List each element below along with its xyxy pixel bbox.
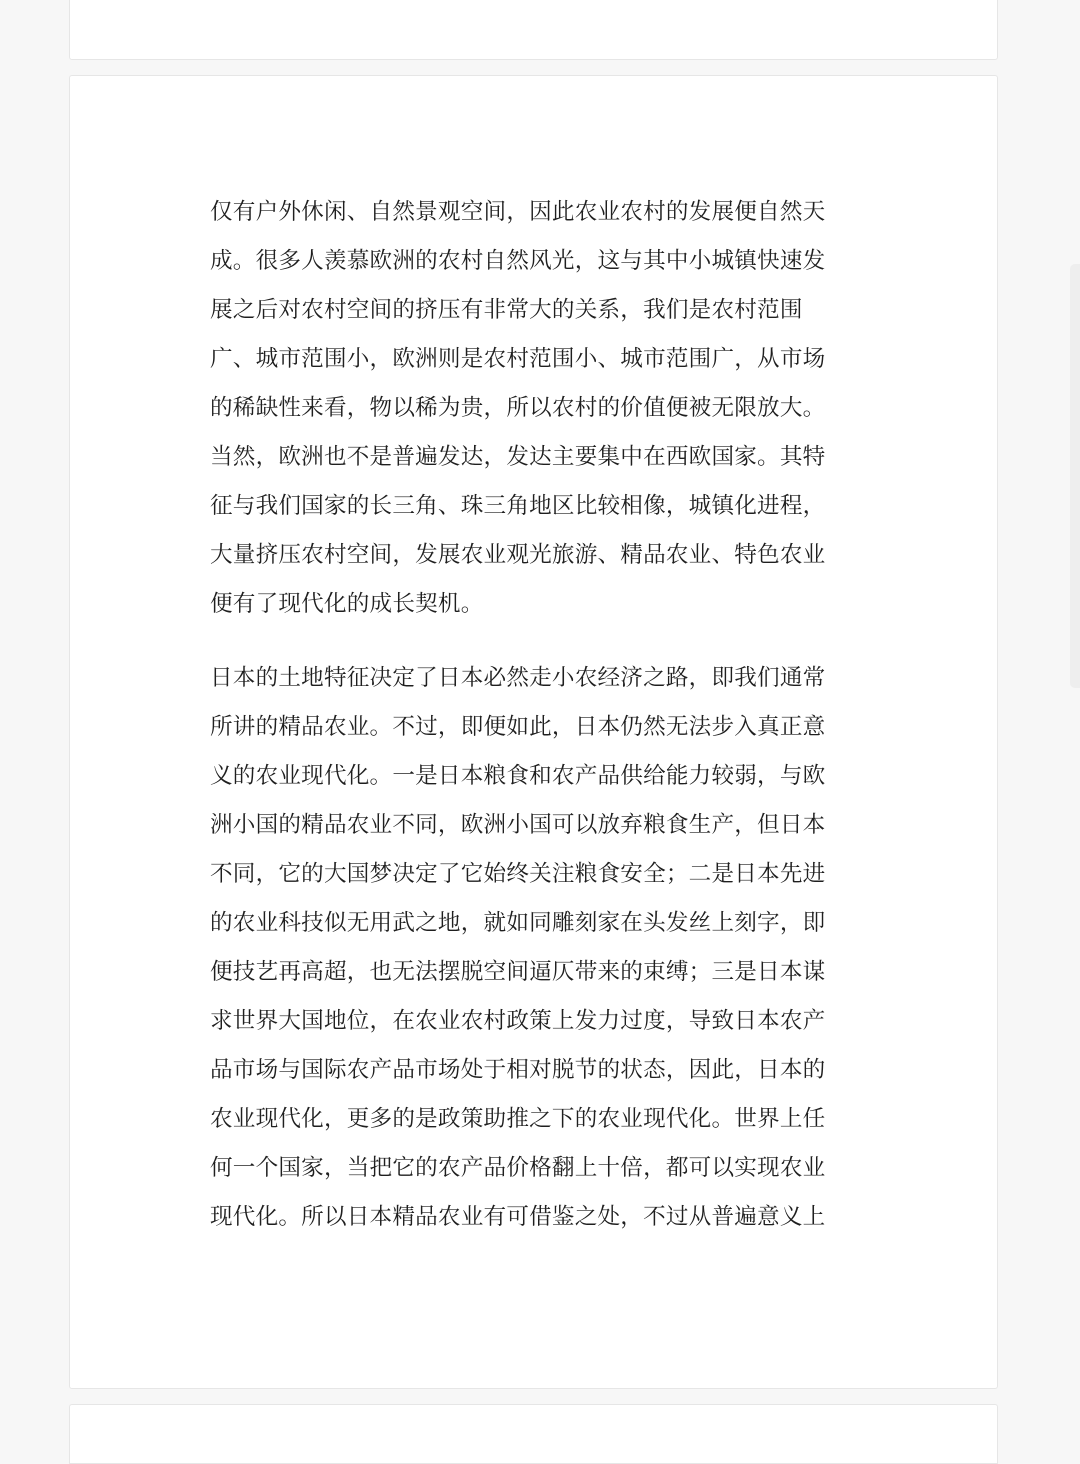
text-line: 便有了现代化的成长契机。 bbox=[210, 591, 484, 617]
text-line: 的农业科技似无用武之地，就如同雕刻家在头发丝上刻字，即 bbox=[210, 910, 826, 936]
text-line: 的稀缺性来看，物以稀为贵，所以农村的价值便被无限放大。 bbox=[210, 395, 826, 421]
text-line: 便技艺再高超，也无法摆脱空间逼仄带来的束缚；三是日本谋 bbox=[210, 959, 826, 985]
text-line: 农业现代化，更多的是政策助推之下的农业现代化。世界上任 bbox=[210, 1106, 826, 1132]
text-line: 何一个国家，当把它的农产品价格翻上十倍，都可以实现农业 bbox=[210, 1155, 826, 1181]
text-line: 当然，欧洲也不是普遍发达，发达主要集中在西欧国家。其特 bbox=[210, 444, 826, 470]
text-line: 仅有户外休闲、自然景观空间，因此农业农村的发展便自然天 bbox=[210, 199, 826, 225]
text-line: 洲小国的精品农业不同，欧洲小国可以放弃粮食生产，但日本 bbox=[210, 812, 826, 838]
text-line: 现代化。所以日本精品农业有可借鉴之处，不过从普遍意义上 bbox=[210, 1204, 826, 1230]
paragraph-2 bbox=[210, 654, 850, 1242]
paragraph-1 bbox=[210, 188, 850, 629]
text-line: 展之后对农村空间的挤压有非常大的关系，我们是农村范围 bbox=[210, 297, 803, 323]
scrollbar[interactable] bbox=[1070, 264, 1080, 688]
text-line: 所讲的精品农业。不过，即便如此，日本仍然无法步入真正意 bbox=[210, 714, 826, 740]
text-line: 不同，它的大国梦决定了它始终关注粮食安全；二是日本先进 bbox=[210, 861, 826, 887]
text-line: 日本的土地特征决定了日本必然走小农经济之路，即我们通常 bbox=[210, 665, 826, 691]
text-line: 义的农业现代化。一是日本粮食和农产品供给能力较弱，与欧 bbox=[210, 763, 826, 789]
article-body bbox=[210, 188, 850, 1242]
text-line: 征与我们国家的长三角、珠三角地区比较相像，城镇化进程， bbox=[210, 493, 826, 519]
next-page-card bbox=[69, 1404, 998, 1464]
previous-page-card bbox=[69, 0, 998, 60]
text-line: 大量挤压农村空间，发展农业观光旅游、精品农业、特色农业 bbox=[210, 542, 826, 568]
text-line: 求世界大国地位，在农业农村政策上发力过度，导致日本农产 bbox=[210, 1008, 826, 1034]
text-line: 成。很多人羡慕欧洲的农村自然风光，这与其中小城镇快速发 bbox=[210, 248, 826, 274]
text-line: 品市场与国际农产品市场处于相对脱节的状态，因此，日本的 bbox=[210, 1057, 826, 1083]
text-line: 广、城市范围小，欧洲则是农村范围小、城市范围广，从市场 bbox=[210, 346, 826, 372]
paragraph-spacer bbox=[210, 629, 850, 654]
